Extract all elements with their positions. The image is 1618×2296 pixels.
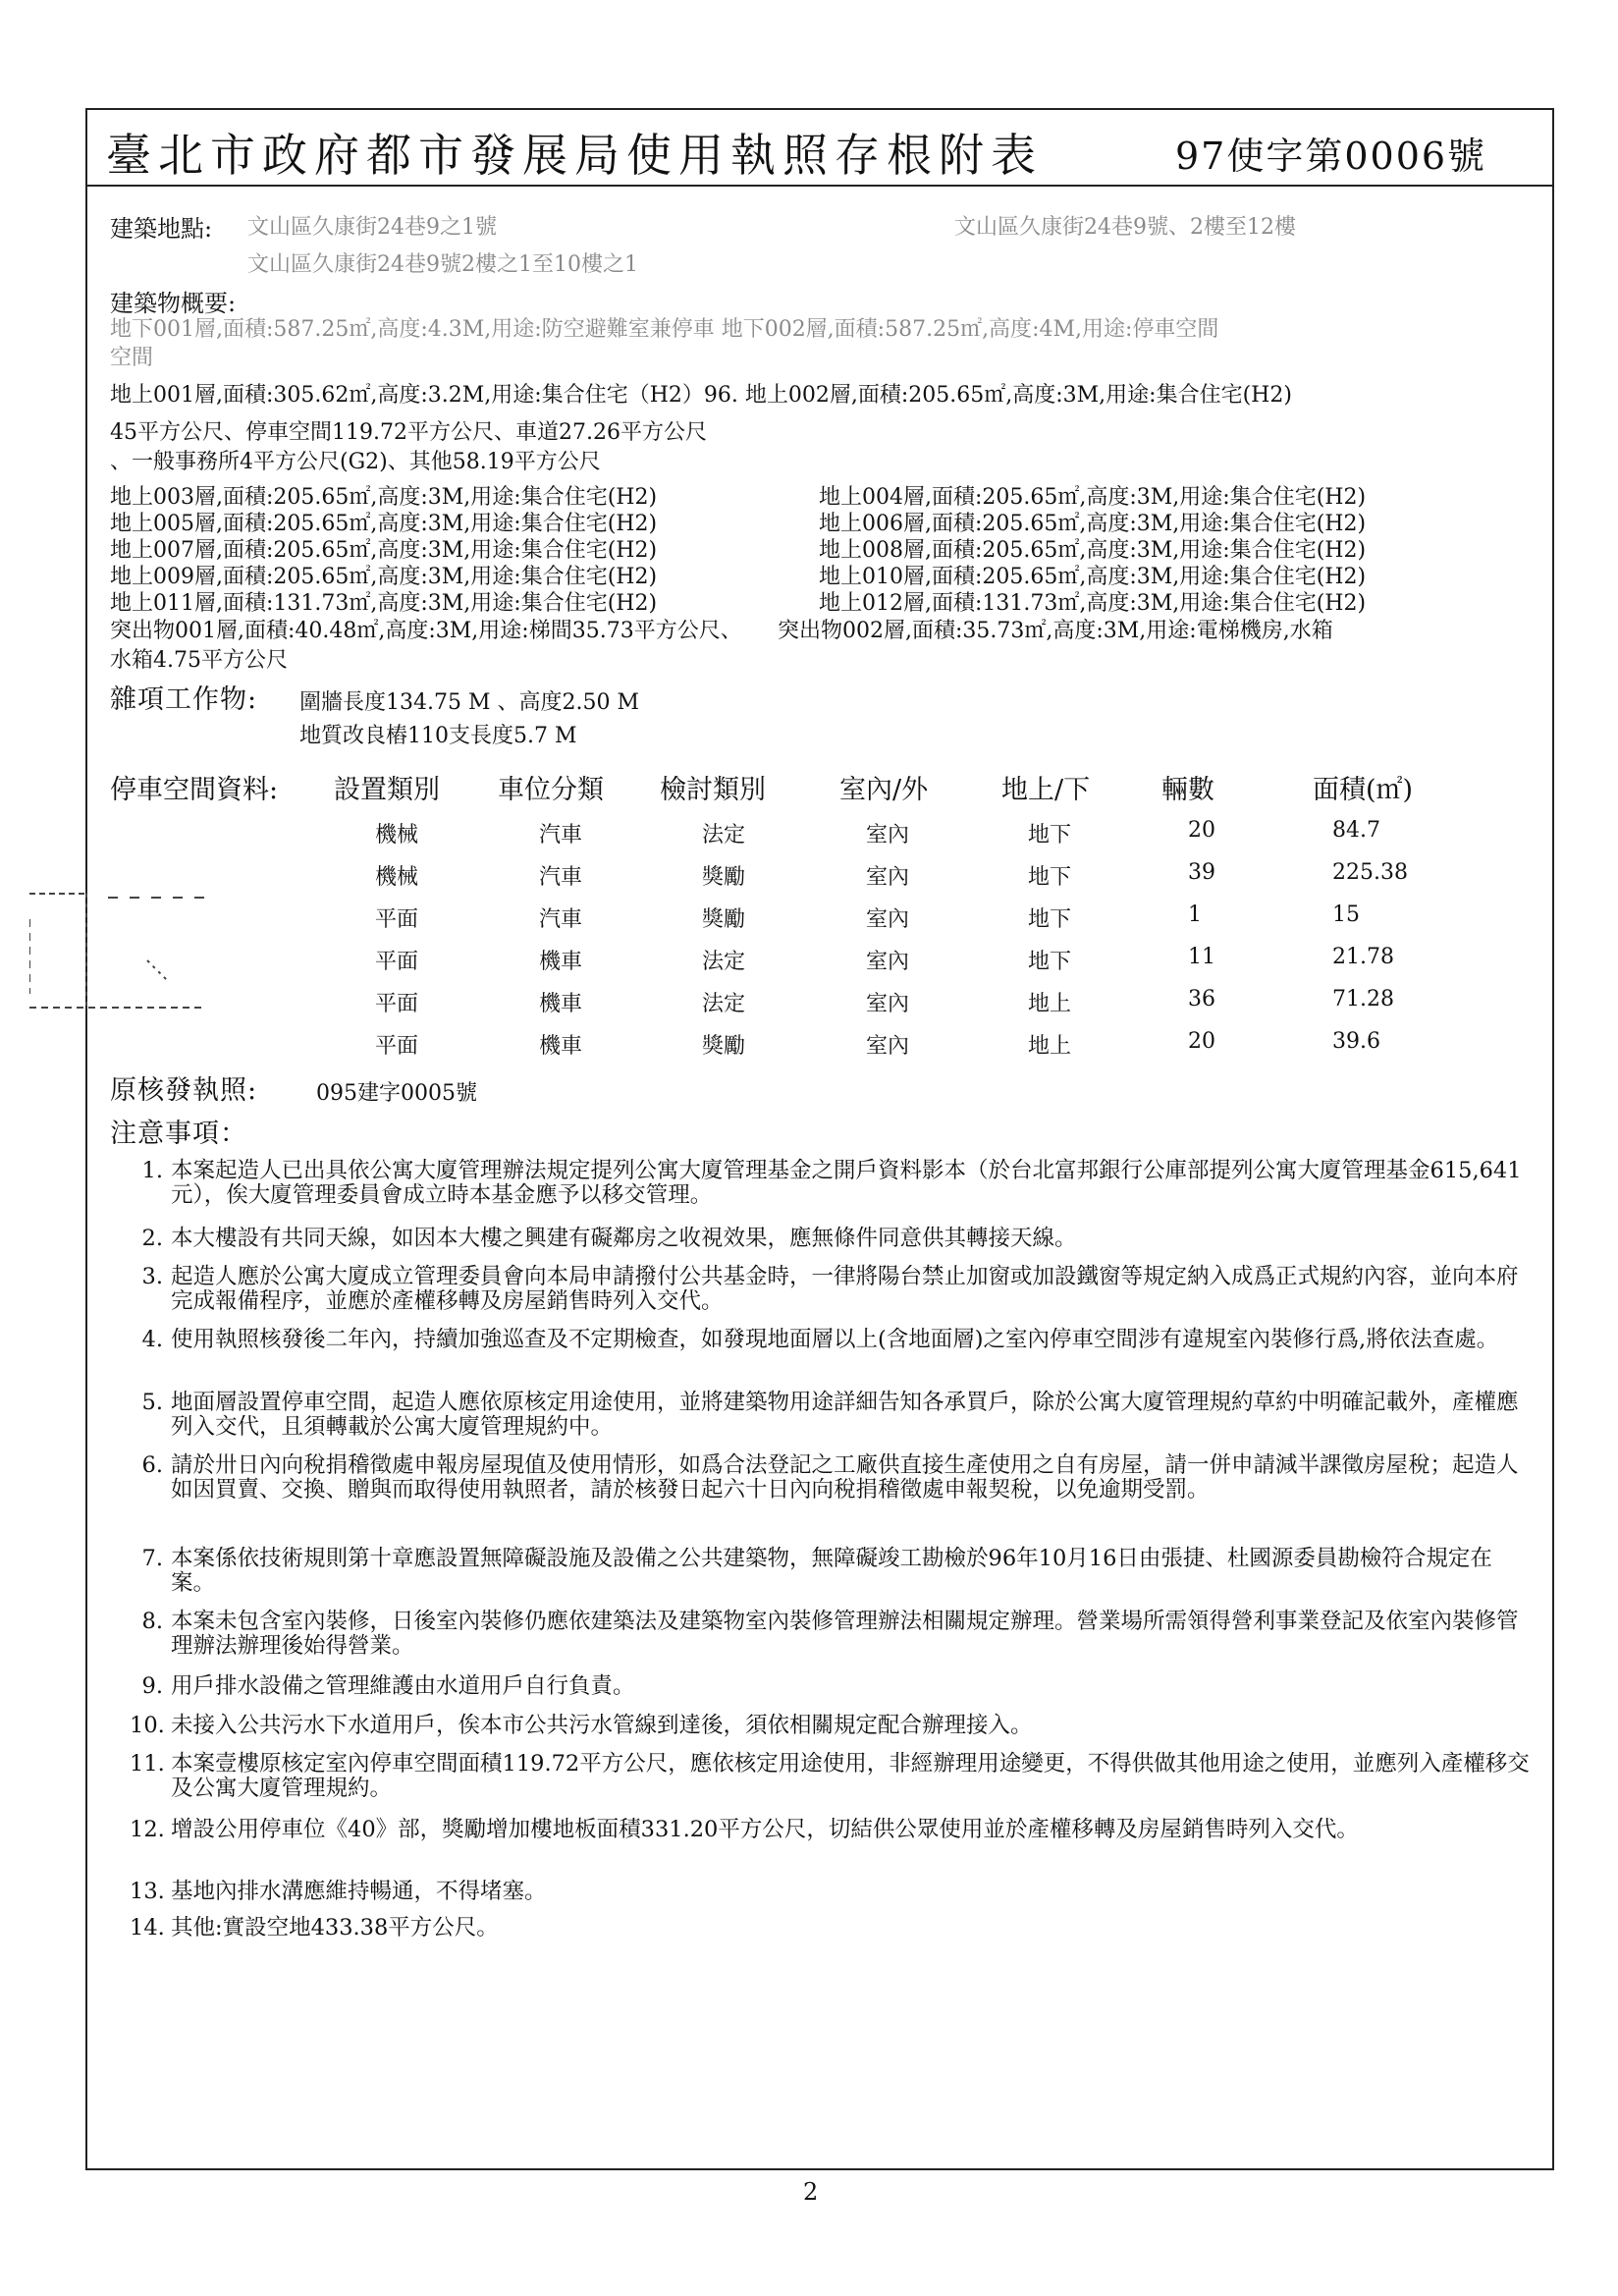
note-number: 3. (141, 1264, 163, 1289)
parking-cell: 20 (1188, 818, 1215, 843)
note-number: 11. (130, 1751, 165, 1777)
overview-line: 45平方公尺、停車空間119.72平方公尺、車道27.26平方公尺 (110, 420, 707, 445)
floor-entry-right: 地上006層,面積:205.65㎡,高度:3M,用途:集合住宅(H2) (819, 512, 1367, 536)
parking-cell: 室內 (866, 1034, 910, 1059)
note-text: 其他:實設空地433.38平方公尺。 (171, 1915, 499, 1941)
parking-cell: 11 (1188, 945, 1215, 969)
parking-cell: 機械 (375, 865, 419, 890)
parking-cell: 平面 (375, 950, 419, 974)
note-text: 本大樓設有共同天線，如因本大樓之興建有礙鄰房之收視效果，應無條件同意供其轉接天線。 (171, 1226, 1077, 1251)
note-text: 本案係依技術規則第十章應設置無障礙設施及設備之公共建築物，無障礙竣工勘檢於96年10月16日由張捷、杜國源委員勘檢符合規定在案。 (171, 1546, 1492, 1596)
note-item (130, 1391, 1534, 1440)
parking-header: 面積(㎡) (1313, 775, 1414, 805)
parking-cell: 室內 (866, 865, 910, 890)
note-item (130, 1159, 1534, 1208)
site-address-2: 文山區久康街24巷9號、2樓至12樓 (954, 215, 1296, 240)
note-text: 基地內排水溝應維持暢通，不得堵塞。 (171, 1879, 547, 1904)
header-divider (85, 185, 1552, 187)
parking-cell: 汽車 (539, 865, 583, 890)
parking-cell: 225.38 (1332, 860, 1408, 885)
parking-cell: 39.6 (1332, 1029, 1380, 1054)
parking-cell: 地下 (1028, 950, 1072, 974)
original-permit-value: 095建字0005號 (316, 1081, 477, 1106)
note-item (130, 1818, 1534, 1842)
parking-cell: 21.78 (1332, 945, 1394, 969)
parking-cell: 法定 (702, 823, 746, 847)
parking-cell: 室內 (866, 950, 910, 974)
parking-header: 檢討類別 (660, 775, 766, 805)
parking-cell: 20 (1188, 1029, 1215, 1054)
page-border (85, 108, 1554, 2170)
parking-header: 室內/外 (839, 775, 929, 805)
note-text: 地面層設置停車空間，起造人應依原核定用途使用，並將建築物用途詳細告知各承買戶，除於公寓大廈管理規約草約中明確記載外，產權應列入交代，且須轉載於公寓大廈管理規約中。 (171, 1390, 1519, 1440)
parking-cell: 1 (1188, 902, 1202, 927)
note-text: 請於卅日內向稅捐稽徵處申報房屋現值及使用情形，如爲合法登記之工廠供直接生產使用之自有房屋，請一併申請減半課徵房屋稅；起造人如因買賣、交換、贈與而取得使用執照者，請於核發日起六十日內向稅捐稽徵處申報契稅，以免逾期受罰。 (171, 1452, 1519, 1503)
note-number: 8. (141, 1609, 163, 1634)
parking-label: 停車空間資料: (110, 775, 279, 805)
note-text: 未接入公共污水下水道用戶，俟本市公共污水管線到達後，須依相關規定配合辦理接入。 (171, 1713, 1033, 1738)
protrusion-3: 水箱4.75平方公尺 (110, 648, 288, 673)
note-number: 10. (130, 1713, 165, 1738)
parking-cell: 地下 (1028, 865, 1072, 890)
parking-header: 設置類別 (334, 775, 440, 805)
parking-cell: 機車 (539, 950, 583, 974)
parking-cell: 平面 (375, 1034, 419, 1059)
parking-cell: 獎勵 (702, 907, 746, 932)
note-text: 起造人應於公寓大廈成立管理委員會向本局申請撥付公共基金時，一律將陽台禁止加窗或加設鐵窗等規定納入成爲正式規約內容，並向本府完成報備程序，並應於產權移轉及房屋銷售時列入交代。 (171, 1264, 1519, 1314)
note-number: 9. (141, 1673, 163, 1699)
floor-entry-left: 地上011層,面積:131.73㎡,高度:3M,用途:集合住宅(H2) (110, 591, 658, 616)
parking-cell: 地上 (1028, 992, 1072, 1016)
misc-line-1: 圍牆長度134.75 M 、高度2.50 M (299, 690, 639, 715)
note-item (130, 1328, 1534, 1352)
note-text: 用戶排水設備之管理維護由水道用戶自行負責。 (171, 1673, 635, 1699)
parking-cell: 汽車 (539, 823, 583, 847)
note-number: 12. (130, 1817, 165, 1842)
parking-cell: 地下 (1028, 823, 1072, 847)
floor-entry-right: 地上012層,面積:131.73㎡,高度:3M,用途:集合住宅(H2) (819, 591, 1367, 616)
page-title: 臺北市政府都市發展局使用執照存根附表 (106, 129, 1043, 182)
note-text: 本案壹樓原核定室內停車空間面積119.72平方公尺，應依核定用途使用，非經辦理用途變更，不得供做其他用途之使用，並應列入產權移交及公寓大廈管理規約。 (171, 1751, 1530, 1801)
protrusion-1: 突出物001層,面積:40.48㎡,高度:3M,用途:梯間35.73平方公尺、 (110, 619, 742, 643)
misc-line-2: 地質改良樁110支長度5.7 M (299, 724, 577, 748)
site-label: 建築地點: (110, 215, 213, 243)
note-text: 增設公用停車位《40》部，獎勵增加樓地板面積331.20平方公尺，切結供公眾使用並於產權移轉及房屋銷售時列入交代。 (171, 1817, 1359, 1842)
floor-entry-right: 地上010層,面積:205.65㎡,高度:3M,用途:集合住宅(H2) (819, 565, 1367, 589)
note-item (130, 1880, 1534, 1904)
protrusion-2: 突出物002層,面積:35.73㎡,高度:3M,用途:電梯機房,水箱 (778, 619, 1333, 643)
floor-entry-right: 地上008層,面積:205.65㎡,高度:3M,用途:集合住宅(H2) (819, 538, 1367, 563)
parking-cell: 平面 (375, 992, 419, 1016)
note-number: 7. (141, 1546, 163, 1571)
floor-entry-left: 地上003層,面積:205.65㎡,高度:3M,用途:集合住宅(H2) (110, 485, 658, 510)
note-number: 1. (141, 1158, 163, 1183)
note-number: 6. (141, 1452, 163, 1478)
parking-header: 車位分類 (498, 775, 604, 805)
parking-cell: 84.7 (1332, 818, 1380, 843)
note-text: 本案未包含室內裝修，日後室內裝修仍應依建築法及建築物室內裝修管理辦法相關規定辦理。營業場所需領得營利事業登記及依室內裝修管理辦法辦理後始得營業。 (171, 1609, 1519, 1659)
parking-cell: 法定 (702, 950, 746, 974)
floor-entry-left: 地上007層,面積:205.65㎡,高度:3M,用途:集合住宅(H2) (110, 538, 658, 563)
note-number: 13. (130, 1879, 165, 1904)
overview-line: 、一般事務所4平方公尺(G2)、其他58.19平方公尺 (110, 450, 601, 474)
note-text: 使用執照核發後二年內，持續加強巡查及不定期檢查，如發現地面層以上(含地面層)之室內停車空間涉有違規室內裝修行爲,將依法查處。 (171, 1327, 1499, 1352)
parking-cell: 機械 (375, 823, 419, 847)
parking-cell: 36 (1188, 987, 1215, 1011)
parking-cell: 室內 (866, 907, 910, 932)
document-number: 97使字第0006號 (1175, 135, 1487, 178)
parking-cell: 71.28 (1332, 987, 1394, 1011)
note-item (130, 1916, 1534, 1941)
overview-line: 地上001層,面積:305.62㎡,高度:3.2M,用途:集合住宅（H2）96. 地上002層,面積:205.65㎡,高度:3M,用途:集合住宅(H2) (110, 383, 1292, 408)
parking-header: 輛數 (1161, 775, 1214, 805)
page-number: 2 (803, 2178, 819, 2206)
note-item (130, 1453, 1534, 1503)
parking-cell: 15 (1332, 902, 1360, 927)
parking-cell: 機車 (539, 1034, 583, 1059)
parking-cell: 汽車 (539, 907, 583, 932)
parking-cell: 法定 (702, 992, 746, 1016)
floor-entry-left: 地上005層,面積:205.65㎡,高度:3M,用途:集合住宅(H2) (110, 512, 658, 536)
floor-entry-left: 地上009層,面積:205.65㎡,高度:3M,用途:集合住宅(H2) (110, 565, 658, 589)
parking-cell: 地上 (1028, 1034, 1072, 1059)
note-number: 4. (141, 1327, 163, 1352)
parking-cell: 地下 (1028, 907, 1072, 932)
note-number: 2. (141, 1226, 163, 1251)
note-text: 本案起造人已出具依公寓大廈管理辦法規定提列公寓大廈管理基金之開戶資料影本（於台北富邦銀行公庫部提列公寓大廈管理基金615,641元），俟大廈管理委員會成立時本基金應予以移交管理。 (171, 1158, 1522, 1208)
parking-cell: 平面 (375, 907, 419, 932)
note-item (130, 1265, 1534, 1314)
notes-label: 注意事項： (110, 1119, 247, 1149)
scan-margin-mark (29, 892, 206, 1011)
note-number: 5. (141, 1390, 163, 1415)
original-permit-label: 原核發執照: (110, 1075, 258, 1106)
overview-line: 空間 (110, 346, 154, 370)
floor-entry-right: 地上004層,面積:205.65㎡,高度:3M,用途:集合住宅(H2) (819, 485, 1367, 510)
note-item (130, 1547, 1534, 1596)
parking-cell: 獎勵 (702, 865, 746, 890)
note-item (130, 1714, 1534, 1738)
note-number: 14. (130, 1915, 165, 1941)
parking-header: 地上/下 (1001, 775, 1091, 805)
parking-cell: 39 (1188, 860, 1215, 885)
site-address-3: 文山區久康街24巷9號2樓之1至10樓之1 (247, 252, 638, 277)
note-item (130, 1752, 1534, 1801)
parking-cell: 室內 (866, 823, 910, 847)
note-item (130, 1674, 1534, 1699)
parking-cell: 室內 (866, 992, 910, 1016)
note-item (130, 1227, 1534, 1251)
overview-line: 地下001層,面積:587.25㎡,高度:4.3M,用途:防空避難室兼停車 地下002層,面積:587.25㎡,高度:4M,用途:停車空間 (110, 317, 1219, 342)
note-item (130, 1610, 1534, 1659)
overview-label: 建築物概要: (110, 290, 237, 317)
site-address-1: 文山區久康街24巷9之1號 (247, 215, 497, 240)
misc-label: 雜項工作物: (110, 684, 258, 715)
parking-cell: 機車 (539, 992, 583, 1016)
parking-cell: 獎勵 (702, 1034, 746, 1059)
